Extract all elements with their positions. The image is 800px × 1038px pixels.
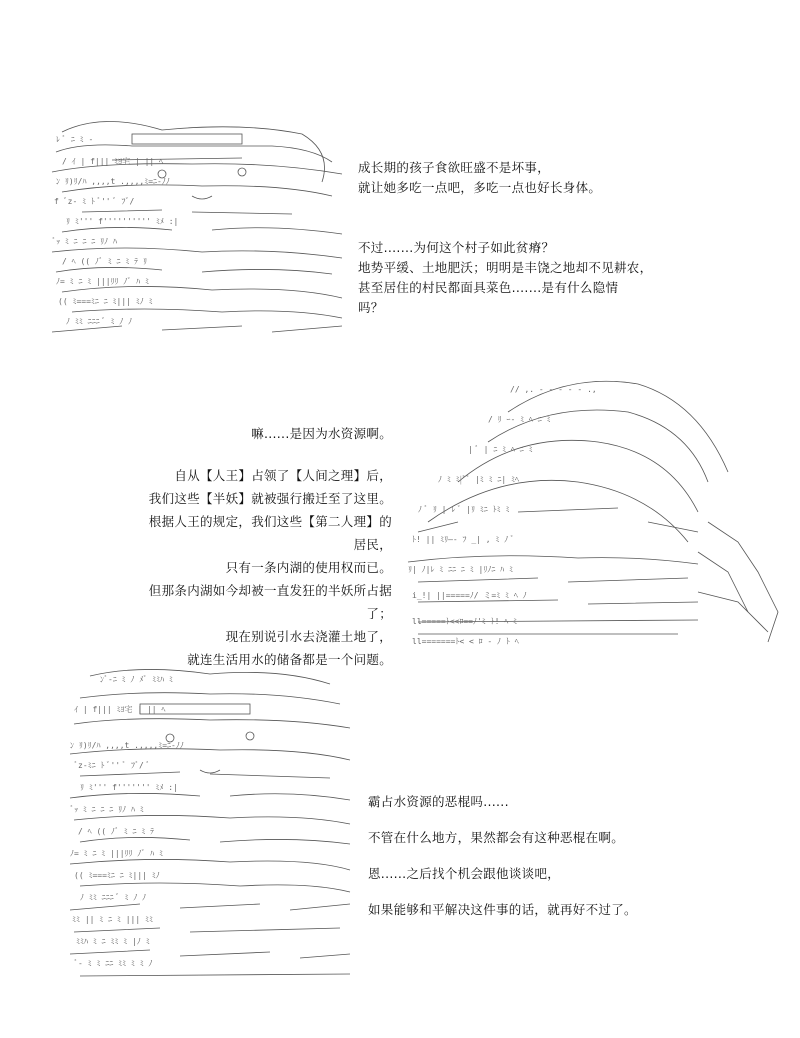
ascii-art-figure-svg xyxy=(398,372,788,652)
dialogue-line: 我们这些【半妖】就被强行搬迁至了这里。 xyxy=(148,491,392,506)
dialogue-line: 现在别说引水去浇灌土地了， xyxy=(225,629,392,644)
svg-text:ﾉ ﾐ ﾐ|ﾞﾞ |ﾐ ﾐ ﾆ| ﾐﾍ: ﾉ ﾐ ﾐ|ﾞﾞ |ﾐ ﾐ ﾆ| ﾐﾍ xyxy=(438,475,520,484)
dialogue-line: 甚至居住的村民都面具菜色.......是有什么隐情 xyxy=(358,280,619,295)
dialogue-line: 了； xyxy=(366,606,392,621)
svg-text:ﾞｯ ﾐ ﾆ ﾆ ﾆ ﾘﾉ ﾊ: ﾞｯ ﾐ ﾆ ﾆ ﾆ ﾘﾉ ﾊ xyxy=(52,237,117,246)
svg-text:ﾉ ﾞ ﾘ | ﾚ ﾞ |ﾘ ﾐﾆ ﾄﾐ ﾐ: ﾉ ﾞ ﾘ | ﾚ ﾞ |ﾘ ﾐﾆ ﾄﾐ ﾐ xyxy=(418,505,510,514)
dialogue-line: 如果能够和平解决这件事的话，就再好不过了。 xyxy=(368,902,637,917)
svg-text:/ ﾍ (( ﾉﾞ ﾐ ﾆ ﾐ ﾃ ﾘ: / ﾍ (( ﾉﾞ ﾐ ﾆ ﾐ ﾃ ﾘ xyxy=(62,257,147,266)
ascii-art-girl-2 xyxy=(60,664,360,986)
svg-text:/ ﾍ (( ﾉﾞ ﾐ ﾆ ﾐ ﾃ: / ﾍ (( ﾉﾞ ﾐ ﾆ ﾐ ﾃ xyxy=(78,827,155,836)
svg-text:/ ｲ | f||| ﾐﾖ宅 | || ﾍ: / ｲ | f||| ﾐﾖ宅 | || ﾍ xyxy=(62,157,164,166)
dialogue-paragraph xyxy=(100,464,392,671)
ascii-art-girl-1-svg xyxy=(42,112,354,340)
dialogue-line: 就连生活用水的储备都是一个问题。 xyxy=(187,652,392,667)
dialogue-line: 不过.......为何这个村子如此贫瘠？ xyxy=(358,240,555,255)
svg-text:ﾞz-ﾐﾆ ﾄ ﾞ'' ﾞ ﾌﾞ/ ﾞ: ﾞz-ﾐﾆ ﾄ ﾞ'' ﾞ ﾌﾞ/ ﾞ xyxy=(74,761,150,770)
svg-text:ﾞ- ﾐ ﾐ ﾆﾆ ﾐﾐ ﾐ ﾐ ﾉ: ﾞ- ﾐ ﾐ ﾆﾆ ﾐﾐ ﾐ ﾐ ﾉ xyxy=(74,959,153,968)
dialogue-line: 霸占水资源的恶棍吗...... xyxy=(368,794,509,809)
svg-text:ﾝﾞ-ﾆ ﾐ ﾉ ﾒﾞ ﾐﾐﾊ ﾐ: ﾝﾞ-ﾆ ﾐ ﾉ ﾒﾞ ﾐﾐﾊ ﾐ xyxy=(100,675,173,684)
svg-text:ﾐﾐ || ﾐ ﾆ ﾐ ||| ﾐﾐ: ﾐﾐ || ﾐ ﾆ ﾐ ||| ﾐﾐ xyxy=(72,915,153,924)
svg-text:ﾐﾐﾊ ﾐ ﾆ ﾐﾐ ﾐ |ﾉ ﾐ: ﾐﾐﾊ ﾐ ﾆ ﾐﾐ ﾐ |ﾉ ﾐ xyxy=(76,937,150,946)
svg-text:/ ﾘ ｰ- ﾐ ﾍ ﾆ ﾐ: / ﾘ ｰ- ﾐ ﾍ ﾆ ﾐ xyxy=(488,415,551,424)
dialogue-line: 恩......之后找个机会跟他谈谈吧， xyxy=(368,866,561,881)
svg-text:ﾘ ﾐ''' f'''''''''' ﾐﾒ :|: ﾘ ﾐ''' f'''''''''' ﾐﾒ :| xyxy=(66,217,179,226)
dialogue-line: 不管在什么地方，果然都会有这种恶棍在啊。 xyxy=(368,830,625,845)
svg-text:ﾉ ﾐﾐ ﾆﾆﾆ ﾞ ﾐ ﾉ ﾉ: ﾉ ﾐﾐ ﾆﾆﾆ ﾞ ﾐ ﾉ ﾉ xyxy=(80,893,147,902)
svg-text:ﾝ ﾘ)ﾘ/ﾊ ,,,,t .,,,,ﾐ=ﾆ-ﾉﾉ: ﾝ ﾘ)ﾘ/ﾊ ,,,,t .,,,,ﾐ=ﾆ-ﾉﾉ xyxy=(70,741,184,750)
dialogue-paragraph xyxy=(368,900,637,920)
ascii-art-girl-1 xyxy=(42,112,354,340)
svg-text:f ﾞz- ﾐ ﾄ ﾞ'' ﾞ ﾌﾞ/: f ﾞz- ﾐ ﾄ ﾞ'' ﾞ ﾌﾞ/ xyxy=(54,197,135,206)
svg-text:ﾘ| ﾉ|ﾚ ﾐ ﾆﾆ ﾆ ﾐ |ﾘﾉﾆ ﾊ ﾐ: ﾘ| ﾉ|ﾚ ﾐ ﾆﾆ ﾆ ﾐ |ﾘﾉﾆ ﾊ ﾐ xyxy=(408,565,513,574)
dialogue-line: 成长期的孩子食欲旺盛不是坏事， xyxy=(358,160,551,175)
svg-text:ﾝ ﾘ)ﾘ/ﾊ ,,,,t .,,,,ﾐ=ﾆ-ﾉﾉ: ﾝ ﾘ)ﾘ/ﾊ ,,,,t .,,,,ﾐ=ﾆ-ﾉﾉ xyxy=(56,177,170,186)
svg-text:| ﾞ | ﾆ ﾐ ﾍ ﾆ ﾐ: | ﾞ | ﾆ ﾐ ﾍ ﾆ ﾐ xyxy=(468,445,533,454)
svg-text:ｲ | f||| ﾐﾖ宅 | || ﾍ: ｲ | f||| ﾐﾖ宅 | || ﾍ xyxy=(74,705,166,714)
svg-text:ﾉ= ﾐ ﾆ ﾐ |||ﾘﾘ ﾉﾞ ﾊ ﾐ: ﾉ= ﾐ ﾆ ﾐ |||ﾘﾘ ﾉﾞ ﾊ ﾐ xyxy=(56,277,149,286)
svg-text:ll=======ﾄ< < ﾛ ‐ ﾉ ﾄ ﾍ: ll=======ﾄ< < ﾛ ‐ ﾉ ﾄ ﾍ xyxy=(412,637,519,646)
ascii-art-figure xyxy=(398,372,788,652)
svg-text:ﾉ ﾐﾐ ﾆﾆﾆ ﾞ ﾐ ﾉ ﾉ: ﾉ ﾐﾐ ﾆﾆﾆ ﾞ ﾐ ﾉ ﾉ xyxy=(66,317,133,326)
ascii-art-girl-2-svg xyxy=(60,664,360,986)
dialogue-paragraph xyxy=(368,792,637,812)
svg-text:ﾚ ﾞ ﾆ ﾐ ‐: ﾚ ﾞ ﾆ ﾐ ‐ xyxy=(56,135,94,144)
dialogue-paragraph xyxy=(358,158,652,198)
svg-text:ﾄ! || ﾐﾘ―‐ ﾌ _| , ﾐ ﾉ ﾞ: ﾄ! || ﾐﾘ―‐ ﾌ _| , ﾐ ﾉ ﾞ xyxy=(412,535,515,544)
dialogue-block-3 xyxy=(368,792,637,930)
dialogue-line: 就让她多吃一点吧，多吃一点也好长身体。 xyxy=(358,180,602,195)
svg-text:i_!| ||=====ﾉ/ ミ=ﾐ ﾐ ﾍ ﾉ: i_!| ||=====ﾉ/ ミ=ﾐ ﾐ ﾍ ﾉ xyxy=(412,591,527,600)
svg-text:(( ﾐ===ﾐﾆ ﾆ ﾐ||| ﾐﾉ: (( ﾐ===ﾐﾆ ﾆ ﾐ||| ﾐﾉ xyxy=(74,871,160,880)
svg-text:ﾞｯ ﾐ ﾆ ﾆ ﾆ ﾘﾉ ﾊ ﾐ: ﾞｯ ﾐ ﾆ ﾆ ﾆ ﾘﾉ ﾊ ﾐ xyxy=(70,805,144,814)
svg-text:ll=====ﾄ<<ﾛ==ﾉ'ﾐ ﾄ! ﾍ ﾐ: ll=====ﾄ<<ﾛ==ﾉ'ﾐ ﾄ! ﾍ ﾐ xyxy=(412,617,518,626)
dialogue-block-2 xyxy=(100,424,392,681)
dialogue-line: 地势平缓、土地肥沃；明明是丰饶之地却不见耕农， xyxy=(358,260,653,275)
svg-text:ﾘ ﾐ''' f''''''' ﾐﾒ :|: ﾘ ﾐ''' f''''''' ﾐﾒ :| xyxy=(80,783,178,792)
svg-text:// ,. - ‐ ‐ ‐ - .,: // ,. - ‐ ‐ ‐ - ., xyxy=(510,385,597,394)
dialogue-paragraph xyxy=(368,864,637,884)
svg-text:ﾉ= ﾐ ﾆ ﾐ |||ﾘﾘ ﾉﾞ ﾊ ﾐ: ﾉ= ﾐ ﾆ ﾐ |||ﾘﾘ ﾉﾞ ﾊ ﾐ xyxy=(70,849,163,858)
dialogue-paragraph xyxy=(368,828,637,848)
dialogue-line: 嘛......是因为水资源啊。 xyxy=(251,426,392,441)
dialogue-line: 吗？ xyxy=(358,300,384,315)
dialogue-paragraph xyxy=(100,424,392,444)
dialogue-line: 居民， xyxy=(353,537,392,552)
dialogue-line: 自从【人王】占领了【人间之理】后， xyxy=(174,468,392,483)
dialogue-paragraph xyxy=(358,238,652,318)
dialogue-line: 但那条内湖如今却被一直发狂的半妖所占据 xyxy=(148,583,392,598)
dialogue-block-1 xyxy=(358,158,652,328)
svg-text:(( ﾐ===ﾐﾆ ﾆ ﾐ||| ﾐﾉ ﾐ: (( ﾐ===ﾐﾆ ﾆ ﾐ||| ﾐﾉ ﾐ xyxy=(58,297,153,306)
dialogue-line: 根据人王的规定，我们这些【第二人理】的 xyxy=(148,514,392,529)
dialogue-line: 只有一条内湖的使用权而已。 xyxy=(225,560,392,575)
